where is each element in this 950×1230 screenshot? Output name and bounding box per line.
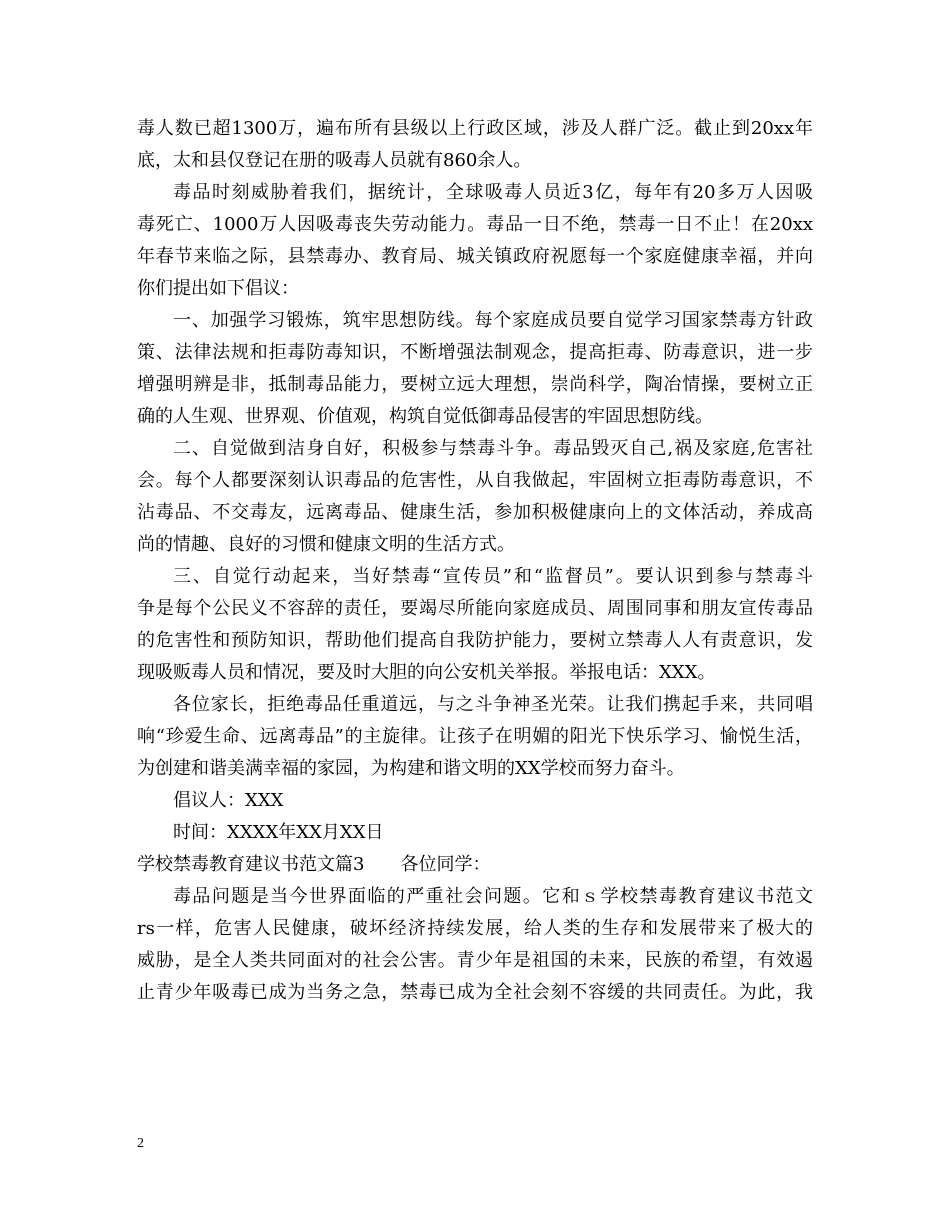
text-line: 时间：XXXX年XX月XX日 — [173, 822, 384, 843]
text-line: 会。每个人都要深刻认识毒品的危害性，从自我做起，牢固树立拒毒防毒意识，不 — [137, 470, 813, 491]
text-line: 现吸贩毒人员和情况，要及时大胆的向公安机关举报。举报电话：XXX。 — [137, 662, 716, 683]
text-line: 响“珍爱生命、远离毒品”的主旋律。让孩子在明媚的阳光下快乐学习、愉悦生活， — [137, 726, 813, 747]
text-line: 一、加强学习锻炼，筑牢思想防线。每个家庭成员要自觉学习国家禁毒方针政 — [173, 310, 813, 331]
text-line: 各位家长，拒绝毒品任重道远，与之斗争神圣光荣。让我们携起手来，共同唱 — [173, 694, 813, 715]
page-number: 2 — [137, 1136, 144, 1151]
text-line: 为创建和谐美满幸福的家园，为构建和谐文明的XX学校而努力奋斗。 — [137, 758, 685, 779]
text-line: rs一样，危害人民健康，破坏经济持续发展，给人类的生存和发展带来了极大的 — [137, 918, 813, 939]
text-line: 争是每个公民义不容辞的责任，要竭尽所能向家庭成员、周围同事和朋友宣传毒品 — [137, 598, 813, 619]
text-line: 毒人数已超1300万，遍布所有县级以上行政区域，涉及人群广泛。截止到20xx年 — [137, 118, 813, 139]
text-line: 年春节来临之际，县禁毒办、教育局、城关镇政府祝愿每一个家庭健康幸福，并向 — [137, 246, 813, 267]
text-line: 止青少年吸毒已成为当务之急，禁毒已成为全社会刻不容缓的共同责任。为此，我 — [137, 982, 813, 1003]
text-line: 威胁，是全人类共同面对的社会公害。青少年是祖国的未来，民族的希望，有效遏 — [137, 950, 813, 971]
text-line: 底，太和县仅登记在册的吸毒人员就有860余人。 — [137, 150, 532, 171]
text-line: 毒品问题是当今世界面临的严重社会问题。它和ｓ学校禁毒教育建议书范文 — [173, 886, 813, 907]
text-line: 确的人生观、世界观、价值观，构筑自觉低御毒品侵害的牢固思想防线。 — [137, 406, 713, 427]
text-line: 增强明辨是非，抵制毒品能力，要树立远大理想，崇尚科学，陶冶情操，要树立正 — [137, 374, 813, 395]
text-line: 的危害性和预防知识，帮助他们提高自我防护能力，要树立禁毒人人有责意识，发 — [137, 630, 813, 651]
text-line: 毒死亡、1000万人因吸毒丧失劳动能力。毒品一日不绝，禁毒一日不止！在20xx — [137, 214, 813, 235]
text-line: 尚的情趣、良好的习惯和健康文明的生活方式。 — [137, 534, 515, 555]
text-line: 毒品时刻威胁着我们，据统计，全球吸毒人员近3亿，每年有20多万人因吸 — [173, 182, 813, 203]
text-line: 倡议人：XXX — [173, 790, 284, 811]
text-line: 你们提出如下倡议： — [137, 278, 299, 299]
text-line: 二、自觉做到洁身自好，积极参与禁毒斗争。毒品毁灭自己,祸及家庭,危害社 — [173, 438, 813, 459]
text-line: 学校禁毒教育建议书范文篇3 各位同学： — [137, 854, 491, 875]
text-line: 策、法律法规和拒毒防毒知识，不断增强法制观念，提高拒毒、防毒意识，进一步 — [137, 342, 813, 363]
document-body — [137, 113, 813, 1009]
text-line: 沾毒品、不交毒友，远离毒品、健康生活，参加积极健康向上的文体活动，养成高 — [137, 502, 813, 523]
text-line: 三、自觉行动起来，当好禁毒“宣传员”和“监督员”。要认识到参与禁毒斗 — [173, 566, 813, 587]
